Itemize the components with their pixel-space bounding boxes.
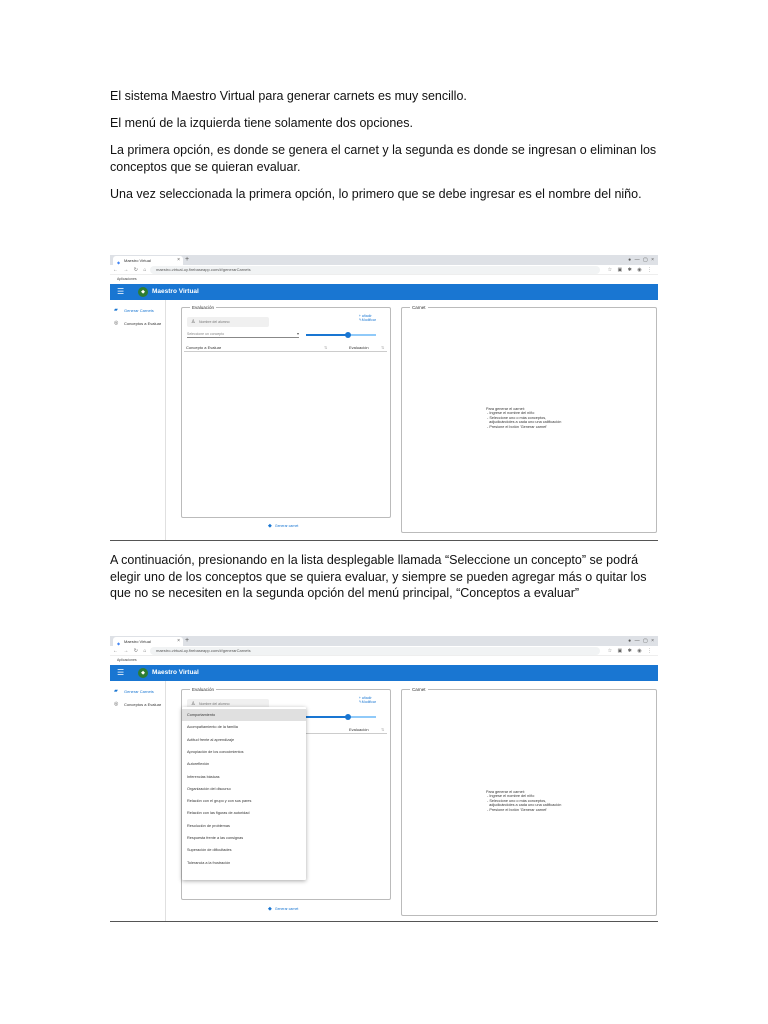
menu-paragraph: El menú de la izquierda tiene solamente dos opciones. bbox=[110, 116, 413, 130]
eye-icon: ◎ bbox=[114, 320, 119, 326]
first-option-paragraph: Una vez seleccionada la primera opción, lo primero que se debe ingresar es el nombre del niño. bbox=[110, 187, 642, 201]
sidebar-item-label: Generar Carnets bbox=[124, 308, 154, 313]
dropdown-option[interactable]: Autoreflexión bbox=[187, 762, 210, 767]
options-paragraph: La primera opción, es donde se genera el carnet y la segunda es donde se ingresan o eliminan los conceptos que se quieran evaluar. bbox=[110, 143, 657, 174]
carnet-panel bbox=[401, 307, 657, 533]
address-bar bbox=[110, 646, 658, 656]
column-header-evaluacion[interactable]: Evaluación bbox=[349, 727, 369, 732]
sidebar-item-label: Conceptos a Evaluar bbox=[124, 702, 162, 707]
dropdown-option[interactable]: Organización del discurso bbox=[187, 786, 231, 791]
app-title: Maestro Virtual bbox=[152, 288, 199, 295]
tab-close-icon[interactable]: × bbox=[177, 257, 180, 263]
screenshot-concept-dropdown bbox=[110, 636, 658, 922]
eye-icon: ◎ bbox=[114, 701, 119, 707]
person-icon: ♙ bbox=[191, 701, 196, 707]
add-concept-link[interactable]: + añadir bbox=[358, 696, 372, 700]
screenshot-generar-carnets bbox=[110, 255, 658, 540]
tab-title: Maestro Virtual bbox=[124, 639, 151, 644]
graduation-cap-logo-icon: ◆ bbox=[138, 287, 148, 297]
modify-concept-link[interactable]: ✎Modificar bbox=[358, 700, 376, 704]
bookmarks-bar bbox=[110, 276, 658, 283]
dropdown-option[interactable]: Superación de dificultades bbox=[187, 848, 232, 853]
sidebar-item-label: Conceptos a Evaluar bbox=[124, 321, 162, 326]
folder-icon: ▰ bbox=[114, 307, 118, 313]
slider-thumb[interactable] bbox=[345, 332, 351, 338]
generate-carnet-label: Generar carnet bbox=[274, 907, 299, 911]
evaluation-slider[interactable] bbox=[306, 716, 376, 718]
divider-line bbox=[110, 921, 658, 922]
browser-tab-bar bbox=[110, 636, 658, 646]
navigation-icons[interactable]: ← → ↻ ⌂ bbox=[113, 648, 149, 654]
concepts-table-header bbox=[184, 344, 387, 352]
slider-fill bbox=[306, 716, 348, 718]
hamburger-menu-icon[interactable]: ☰ bbox=[117, 287, 125, 296]
slider-fill bbox=[306, 334, 348, 336]
evaluation-legend: Evaluación bbox=[192, 305, 215, 310]
dropdown-option[interactable]: Actitud frente al aprendizaje bbox=[187, 737, 235, 742]
url-field[interactable]: maestro-virtual-uy.firebaseapp.com/#/generarCarnets bbox=[150, 266, 600, 274]
browser-tab[interactable] bbox=[113, 637, 183, 646]
app-title: Maestro Virtual bbox=[152, 669, 199, 676]
tab-close-icon[interactable]: × bbox=[177, 638, 180, 644]
new-tab-icon[interactable]: + bbox=[185, 637, 190, 644]
hamburger-menu-icon[interactable]: ☰ bbox=[117, 668, 125, 677]
modify-concept-link[interactable]: ✎Modificar bbox=[358, 318, 376, 322]
new-tab-icon[interactable]: + bbox=[185, 256, 190, 263]
browser-tab[interactable] bbox=[113, 256, 183, 265]
evaluation-legend: Evaluación bbox=[192, 687, 215, 692]
person-icon: ♙ bbox=[191, 319, 196, 325]
column-header-concepto[interactable]: Concepto a Evaluar bbox=[186, 345, 222, 350]
address-bar bbox=[110, 265, 658, 275]
extension-icons[interactable]: ☆ ▣ ✱ ◉ ⋮ bbox=[607, 648, 654, 654]
student-name-input[interactable] bbox=[187, 317, 269, 327]
dropdown-option[interactable]: Relación con el grupo y con sus pares bbox=[187, 799, 252, 804]
navigation-icons[interactable]: ← → ↻ ⌂ bbox=[113, 267, 149, 273]
student-name-placeholder: Nombre del alumno bbox=[199, 320, 230, 324]
graduation-cap-logo-icon: ◆ bbox=[138, 668, 148, 678]
concept-select[interactable] bbox=[187, 330, 299, 338]
concept-dropdown-menu bbox=[182, 707, 306, 880]
dropdown-option[interactable]: Tolerancia a la frustración bbox=[187, 860, 231, 865]
carnet-legend: Carnet bbox=[412, 687, 426, 692]
carnet-panel bbox=[401, 689, 657, 916]
sidebar bbox=[110, 681, 166, 922]
divider-line bbox=[110, 540, 658, 541]
app-bar bbox=[110, 284, 658, 300]
graduation-cap-icon: ◆ bbox=[268, 523, 272, 529]
url-field[interactable]: maestro-virtual-uy.firebaseapp.com/#/generarCarnets bbox=[150, 647, 600, 655]
dropdown-option[interactable]: Apropiación de los conocimientos bbox=[187, 749, 244, 754]
evaluation-panel bbox=[181, 307, 391, 518]
tab-favicon-icon: ◆ bbox=[117, 641, 121, 646]
window-controls-icon[interactable]: ● — ▢ × bbox=[628, 638, 655, 644]
concept-select-placeholder: Seleccione un concepto bbox=[187, 332, 225, 336]
browser-tab-bar bbox=[110, 255, 658, 265]
extension-icons[interactable]: ☆ ▣ ✱ ◉ ⋮ bbox=[607, 267, 654, 273]
bookmarks-apps-link[interactable]: Aplicaciones bbox=[117, 658, 137, 662]
dropdown-option[interactable]: Resolución de problemas bbox=[187, 823, 230, 828]
app-bar bbox=[110, 665, 658, 681]
generate-carnet-button[interactable] bbox=[268, 523, 298, 529]
carnet-legend: Carnet bbox=[412, 305, 426, 310]
bookmarks-bar bbox=[110, 657, 658, 664]
chevron-down-icon: ▾ bbox=[296, 331, 299, 336]
tab-title: Maestro Virtual bbox=[124, 258, 151, 263]
graduation-cap-icon: ◆ bbox=[268, 906, 272, 912]
sort-icon[interactable]: ⇅ bbox=[381, 345, 385, 350]
dropdown-option[interactable]: Respuesta frente a las consignas bbox=[187, 836, 244, 840]
generate-carnet-button[interactable] bbox=[268, 906, 298, 912]
carnet-instructions: Para generar el carnet: - Ingrese el nombre del niño - Seleccione uno o más conceptos, adjudicándoles a cada uno una calificación - Presione el botón 'Generar carnet' bbox=[486, 790, 562, 812]
concept-actions bbox=[359, 314, 376, 322]
evaluation-slider[interactable] bbox=[306, 334, 376, 336]
slider-thumb[interactable] bbox=[345, 714, 351, 720]
dropdown-option[interactable]: Relación con las figuras de autoridad bbox=[187, 811, 250, 816]
carnet-instructions: Para generar el carnet: - Ingrese el nombre del niño - Seleccione uno o más conceptos, adjudicándoles a cada uno una calificación - Presione el botón 'Generar carnet' bbox=[486, 407, 562, 429]
sort-icon[interactable]: ⇅ bbox=[324, 345, 328, 350]
dropdown-option[interactable]: Acompañamiento de la familia bbox=[187, 725, 238, 730]
column-header-evaluacion[interactable]: Evaluación bbox=[349, 345, 369, 350]
tab-favicon-icon: ◆ bbox=[117, 260, 121, 265]
student-name-placeholder: Nombre del alumno bbox=[199, 702, 230, 706]
dropdown-paragraph: A continuación, presionando en la lista desplegable llamada “Seleccione un concepto” se podrá elegir uno de los conceptos que se quiera evaluar, y siempre se pueden agregar más o quitar los que no se necesiten en la segunda opción del menú principal, “Conceptos a evaluar” bbox=[110, 553, 647, 600]
sort-icon[interactable]: ⇅ bbox=[381, 727, 385, 732]
dropdown-option[interactable]: Comportamiento bbox=[182, 709, 306, 721]
folder-icon: ▰ bbox=[114, 688, 118, 694]
bookmarks-apps-link[interactable]: Aplicaciones bbox=[117, 277, 137, 281]
generate-carnet-label: Generar carnet bbox=[274, 524, 299, 528]
intro-paragraph: El sistema Maestro Virtual para generar carnets es muy sencillo. bbox=[110, 89, 467, 103]
window-controls-icon[interactable]: ● — ▢ × bbox=[628, 257, 655, 263]
concept-actions bbox=[359, 696, 376, 704]
sidebar-item-label: Generar Carnets bbox=[124, 689, 154, 694]
sidebar bbox=[110, 300, 166, 540]
dropdown-option[interactable]: Inferencias básicas bbox=[187, 774, 220, 779]
add-concept-link[interactable]: + añadir bbox=[358, 314, 372, 318]
